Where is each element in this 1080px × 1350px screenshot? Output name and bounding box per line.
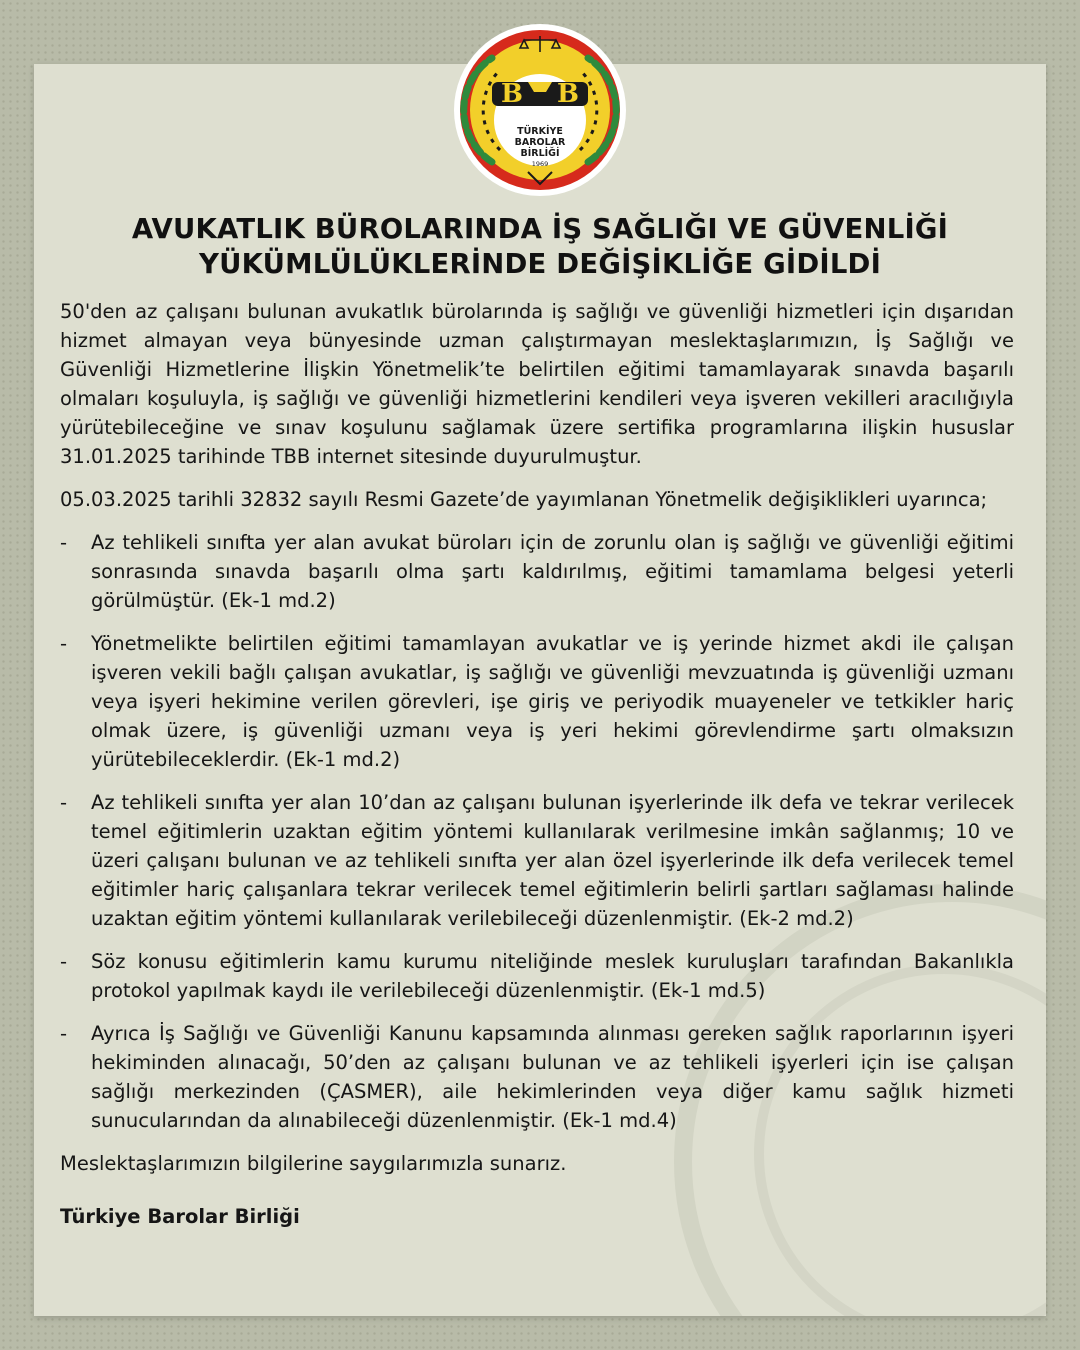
list-item-text: Ayrıca İş Sağlığı ve Güvenliği Kanunu kapsamında alınması gereken sağlık raporlarının işyeri hekiminden alınacağı, 50’den az çalışanı bulunan ve az tehlikeli işyerleri için ise çalışan sağlığı merkezinden (ÇASMER), aile hekimlerinden veya diğer kamu sağlık hizmeti sunucularından da alınabileceği düzenlenmiştir. (Ek-1 md.4) [91,1022,1014,1132]
signature: Türkiye Barolar Birliği [60,1205,300,1228]
list-item-text: Söz konusu eğitimlerin kamu kurumu niteliğinde meslek kuruluşları tarafından Bakanlıkla protokol yapılmak kaydı ile verilebileceği düzenlenmiştir. (Ek-1 md.5) [91,950,1014,1002]
list-item [60,1019,1014,1135]
svg-text:B: B [501,79,523,109]
bullet-dash: - [60,791,68,814]
bullet-dash: - [60,531,68,554]
bullet-dash: - [60,632,68,655]
svg-text:BAROLAR: BAROLAR [514,137,566,148]
title-line-2: YÜKÜMLÜLÜKLERİNDE DEĞİŞİKLİĞE GİDİLDİ [198,248,882,280]
tbb-logo [452,22,628,198]
list-item-text: Az tehlikeli sınıfta yer alan avukat büroları için de zorunlu olan iş sağlığı ve güvenliği eğitimi sonrasında sınavda başarılı olma şartı kaldırılmış, eğitimi tamamlama belgesi yeterli görülmüştür. (Ek-1 md.2) [91,531,1014,612]
bullet-list [60,528,1014,1135]
svg-text:1969: 1969 [531,160,549,168]
closing-paragraph: Meslektaşlarımızın bilgilerine saygılarımızla sunarız. [60,1152,567,1175]
list-item [60,528,1014,615]
intro-paragraph: 50'den az çalışanı bulunan avukatlık bürolarında iş sağlığı ve güvenliği hizmetleri için dışarıdan hizmet almayan veya bünyesinde uzman çalıştırmayan meslektaşlarımızın, İş Sağlığı ve Güvenliği Hizmetlerine İlişkin Yönetmelik’te belirtilen eğitimi tamamlayarak sınavda başarılı olmaları koşuluyla, iş sağlığı ve güvenliği hizmetlerini kendileri veya işveren vekilleri aracılığıyla yürütebileceğine ve sınav koşulunu sağlamak üzere sertifika programlarına ilişkin hususlar 31.01.2025 tarihinde TBB internet sitesinde duyurulmuştur. [60,300,1014,468]
svg-text:BİRLİĞİ: BİRLİĞİ [520,148,560,159]
bullet-dash: - [60,950,68,973]
title-line-1: AVUKATLIK BÜROLARINDA İŞ SAĞLIĞI VE GÜVENLİĞİ [131,213,949,245]
list-item-text: Az tehlikeli sınıfta yer alan 10’dan az çalışanı bulunan işyerlerinde ilk defa ve tekrar verilecek temel eğitimlerin uzaktan eğitim yöntemi kullanılarak verilmesine imkân sağlanmış; 10 ve üzeri çalışanı bulunan ve az tehlikeli sınıfta yer alan özel işyerlerinde ilk defa verilecek temel eğitimler hariç çalışanlara tekrar verilecek temel eğitimlerin belirli şartları sağlaması halinde uzaktan eğitim yöntemi kullanılarak verilebileceği düzenlenmiştir. (Ek-2 md.2) [91,791,1014,930]
list-item [60,788,1014,933]
list-item [60,947,1014,1005]
list-item-text: Yönetmelikte belirtilen eğitimi tamamlayan avukatlar ve iş yerinde hizmet akdi ile çalışan işveren vekili bağlı çalışan avukatlar, iş sağlığı ve güvenliği mevzuatında iş güvenliği uzmanı veya işyeri hekimine verilen görevleri, işe giriş ve periyodik muayeneler ve tetkikler hariç olmak üzere, iş güvenliği uzmanı veya iş yeri hekimi görevlendirme şartı olmaksızın yürütebileceklerdir. (Ek-1 md.2) [91,632,1014,771]
svg-text:B: B [557,79,579,109]
list-item [60,629,1014,774]
lead-paragraph: 05.03.2025 tarihli 32832 sayılı Resmi Gazete’de yayımlanan Yönetmelik değişiklikleri uyarınca; [60,488,988,511]
announcement-body [60,297,1014,1245]
page-title [60,212,1020,282]
bullet-dash: - [60,1022,68,1045]
svg-text:TÜRKİYE: TÜRKİYE [517,126,563,137]
